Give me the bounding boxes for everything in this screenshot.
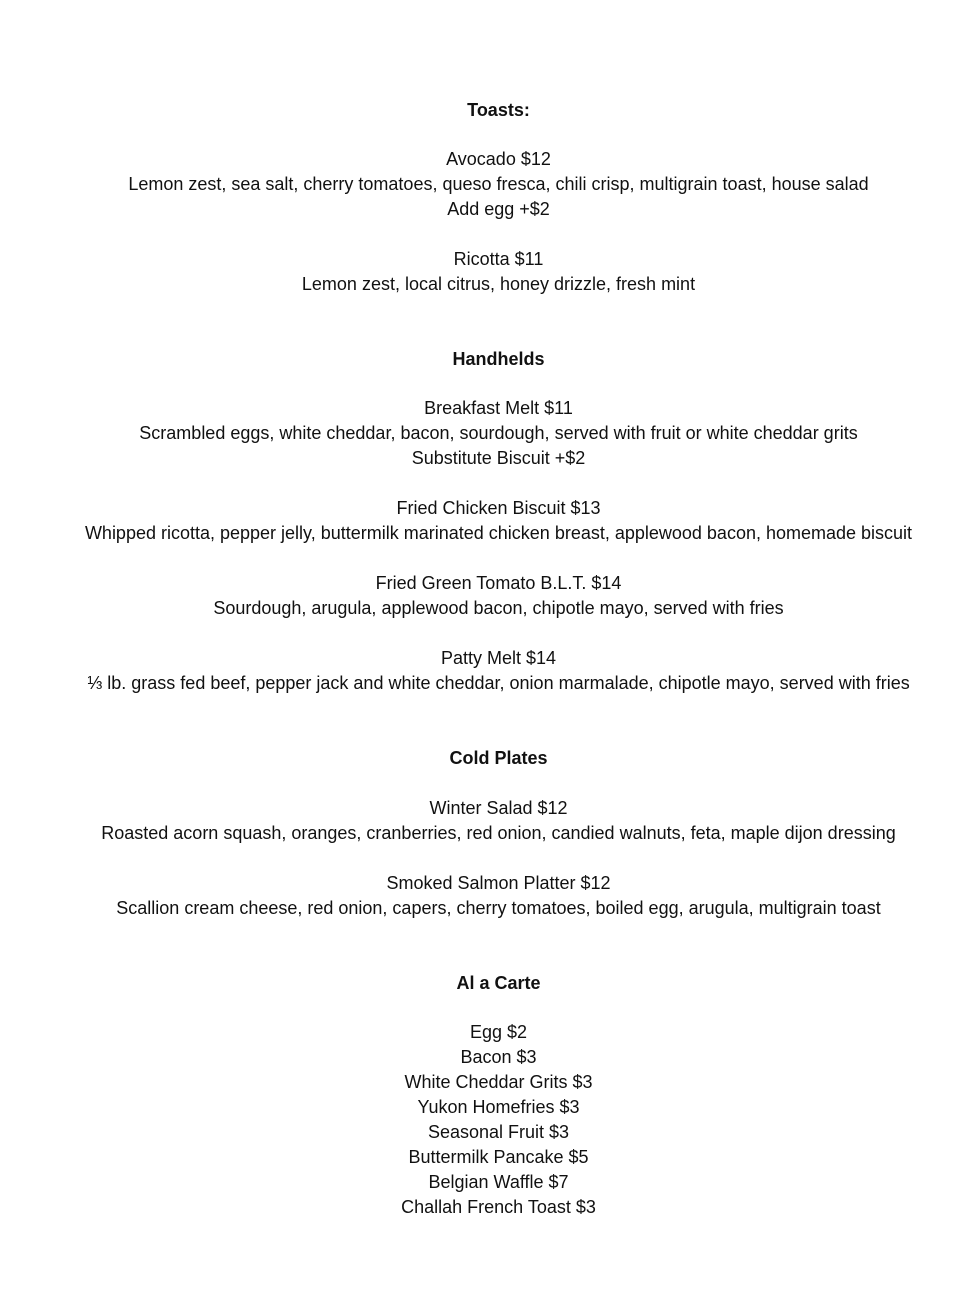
section-heading-cold-plates: Cold Plates — [449, 748, 548, 768]
a-la-carte-item: Buttermilk Pancake $5 — [408, 1147, 589, 1167]
menu-item-title: Fried Green Tomato B.L.T. $14 — [375, 573, 622, 593]
menu-item-description: Scrambled eggs, white cheddar, bacon, sourdough, served with fruit or white cheddar grits — [139, 423, 858, 443]
menu-item-description: Lemon zest, local citrus, honey drizzle, fresh mint — [301, 274, 696, 294]
menu-item-title: Smoked Salmon Platter $12 — [386, 873, 611, 893]
menu-item-addon: Add egg +$2 — [447, 199, 550, 219]
section-heading-a-la-carte: Al a Carte — [456, 973, 541, 993]
menu-item-description: Scallion cream cheese, red onion, capers, cherry tomatoes, boiled egg, arugula, multigrain toast — [116, 898, 881, 918]
menu-item-title: Ricotta $11 — [453, 249, 544, 269]
a-la-carte-item: White Cheddar Grits $3 — [404, 1072, 593, 1092]
a-la-carte-item: Challah French Toast $3 — [401, 1197, 596, 1217]
section-heading-handhelds: Handhelds — [452, 349, 545, 369]
menu-item-title: Patty Melt $14 — [440, 648, 557, 668]
section-heading-toasts: Toasts: — [467, 100, 530, 120]
menu-item-title: Avocado $12 — [446, 149, 551, 169]
a-la-carte-item: Egg $2 — [469, 1022, 528, 1042]
menu-item-description: Whipped ricotta, pepper jelly, buttermilk marinated chicken breast, applewood bacon, homemade biscuit — [84, 523, 913, 543]
menu-item-description: Lemon zest, sea salt, cherry tomatoes, queso fresca, chili crisp, multigrain toast, house salad — [128, 174, 869, 194]
menu-item-title: Winter Salad $12 — [429, 798, 568, 818]
menu-item-title: Breakfast Melt $11 — [424, 398, 573, 418]
a-la-carte-item: Yukon Homefries $3 — [417, 1097, 580, 1117]
menu-item-description: ⅓ lb. grass fed beef, pepper jack and white cheddar, onion marmalade, chipotle mayo, served with fries — [87, 673, 910, 693]
a-la-carte-item: Belgian Waffle $7 — [428, 1172, 569, 1192]
a-la-carte-item: Seasonal Fruit $3 — [427, 1122, 570, 1142]
a-la-carte-item: Bacon $3 — [460, 1047, 537, 1067]
menu-item-description: Roasted acorn squash, oranges, cranberries, red onion, candied walnuts, feta, maple dijon dressing — [101, 823, 896, 843]
menu-item-description: Sourdough, arugula, applewood bacon, chipotle mayo, served with fries — [213, 598, 784, 618]
menu-item-addon: Substitute Biscuit +$2 — [411, 448, 586, 468]
menu-item-title: Fried Chicken Biscuit $13 — [396, 498, 601, 518]
